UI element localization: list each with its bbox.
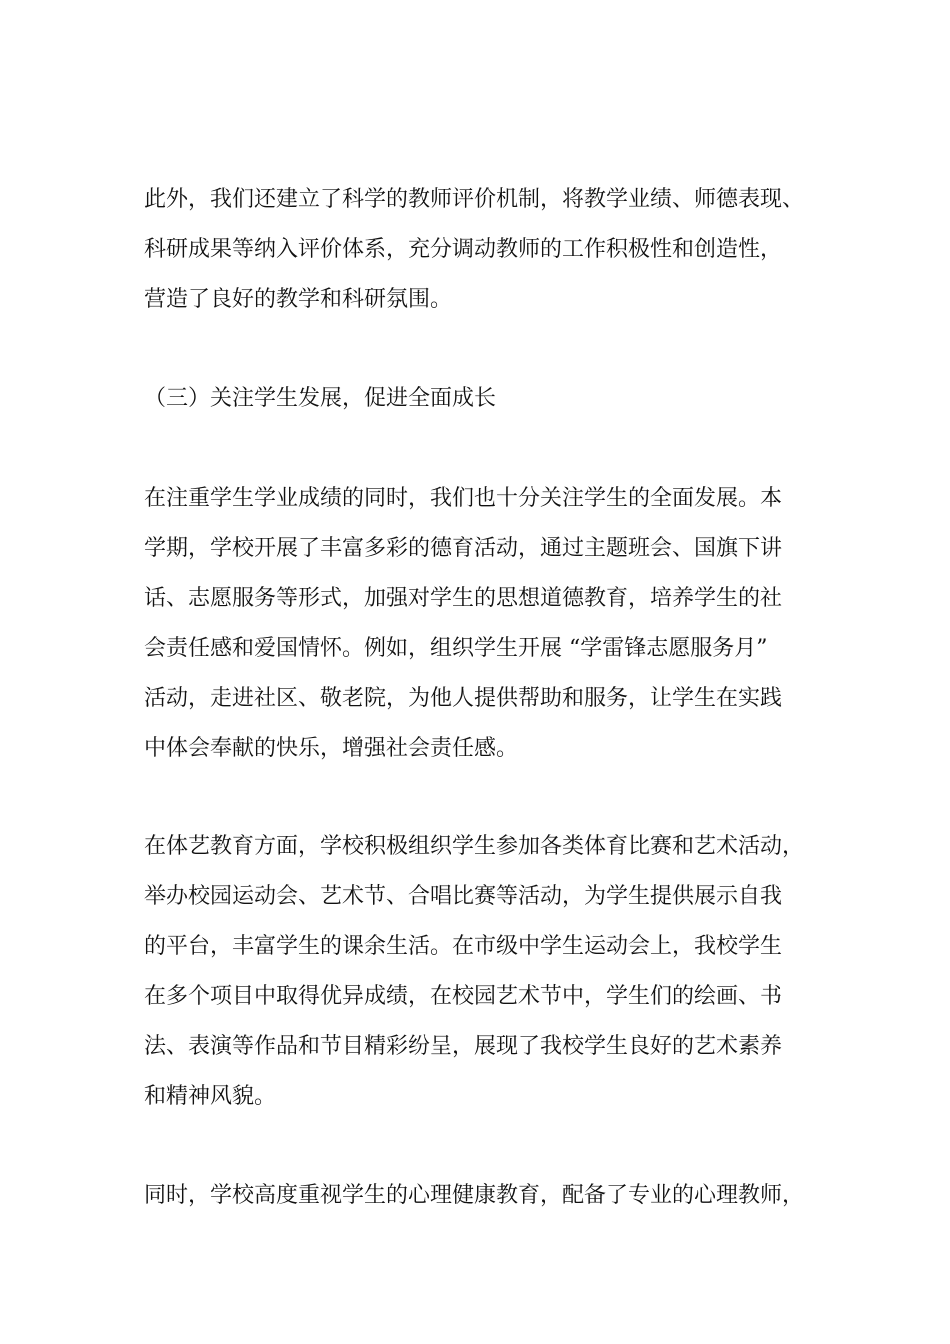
- paragraph-mental-health: [144, 1171, 834, 1221]
- text-line: 在注重学生学业成绩的同时，我们也十分关注学生的全面发展。本: [144, 486, 783, 511]
- paragraph-moral-education: [144, 474, 834, 774]
- text-line: 学期，学校开展了丰富多彩的德育活动，通过主题班会、国旗下讲: [144, 536, 783, 561]
- text-line: 和精神风貌。: [144, 1084, 277, 1109]
- text-line: 在多个项目中取得优异成绩，在校园艺术节中，学生们的绘画、书: [144, 984, 783, 1009]
- text-line: 此外，我们还建立了科学的教师评价机制，将教学业绩、师德表现、: [144, 187, 805, 212]
- text-line: 举办校园运动会、艺术节、合唱比赛等活动，为学生提供展示自我: [144, 884, 783, 909]
- text-line: 法、表演等作品和节目精彩纷呈，展现了我校学生良好的艺术素养: [144, 1034, 783, 1059]
- text-line: 中体会奉献的快乐，增强社会责任感。: [144, 736, 519, 761]
- section-heading: [144, 374, 834, 424]
- text-line: 同时，学校高度重视学生的心理健康教育，配备了专业的心理教师，: [144, 1183, 805, 1208]
- text-line: 的平台，丰富学生的课余生活。在市级中学生运动会上，我校学生: [144, 934, 783, 959]
- text-line: 会责任感和爱国情怀。例如，组织学生开展 “学雷锋志愿服务月”: [144, 636, 768, 661]
- text-line: 在体艺教育方面，学校积极组织学生参加各类体育比赛和艺术活动，: [144, 834, 805, 859]
- paragraph-sports-arts: [144, 822, 834, 1122]
- text-line: 科研成果等纳入评价体系，充分调动教师的工作积极性和创造性，: [144, 237, 783, 262]
- section-heading-text: （三）关注学生发展，促进全面成长: [144, 386, 497, 411]
- text-line: 话、志愿服务等形式，加强对学生的思想道德教育，培养学生的社: [144, 586, 783, 611]
- text-line: 营造了良好的教学和科研氛围。: [144, 287, 453, 312]
- paragraph-teacher-evaluation: [144, 175, 834, 325]
- text-line: 活动，走进社区、敬老院，为他人提供帮助和服务，让学生在实践: [144, 686, 783, 711]
